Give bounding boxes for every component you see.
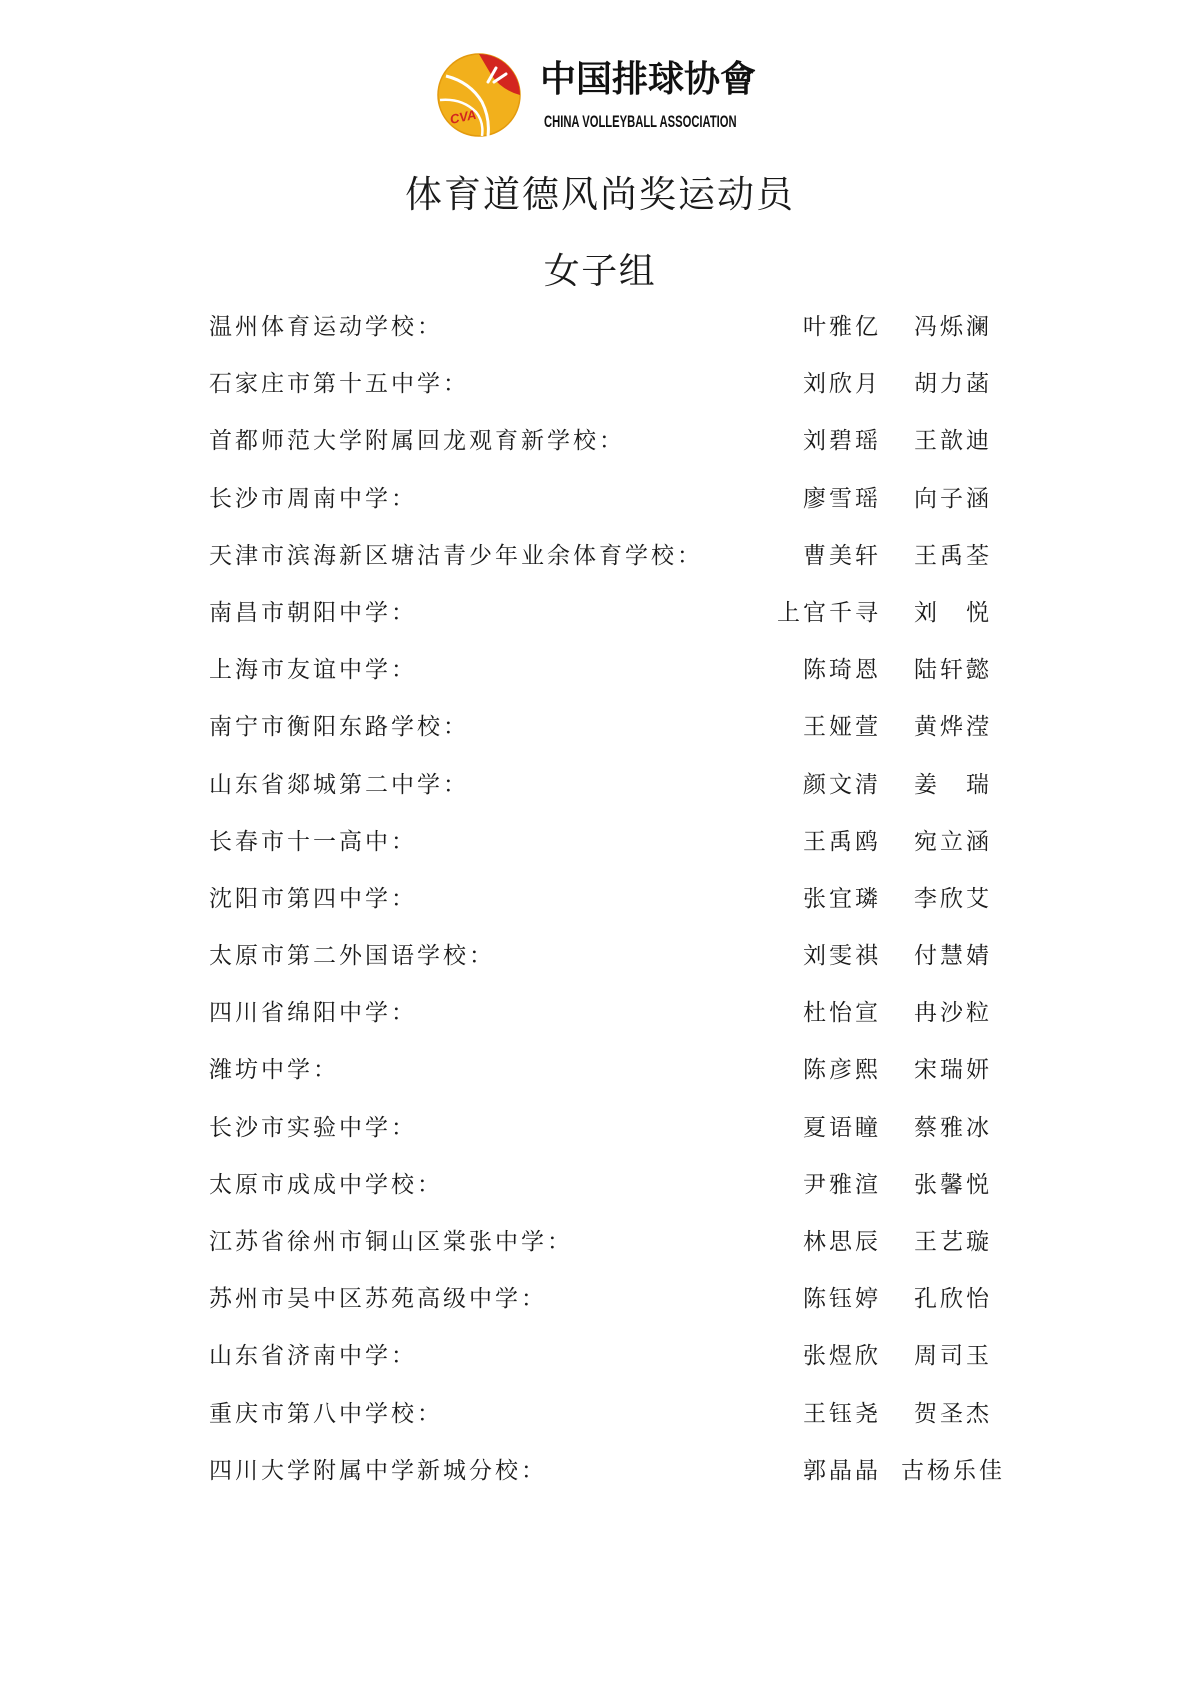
athlete-name: 刘 悦 [914, 599, 992, 626]
athlete-name: 叶雅亿 [803, 314, 881, 340]
list-item [0, 1042, 1200, 1099]
school-name: 长沙市周南中学： [209, 485, 417, 512]
list-item [0, 985, 1200, 1042]
athlete-name: 郭晶晶 [803, 1457, 881, 1484]
athlete-name: 李欣艾 [914, 885, 992, 912]
school-name: 首都师范大学附属回龙观育新学校： [209, 428, 625, 455]
athlete-name: 陈琦恩 [803, 657, 881, 684]
volleyball-icon [436, 52, 522, 138]
athlete-name: 杜怡宣 [803, 1000, 881, 1027]
list-item [0, 814, 1200, 871]
list-item [0, 1271, 1200, 1328]
athlete-name: 曹美轩 [803, 542, 881, 569]
athlete-name: 刘雯祺 [803, 943, 881, 970]
athlete-name: 陈彦熙 [803, 1057, 881, 1084]
list-item [0, 699, 1200, 756]
athlete-name: 宋瑞妍 [914, 1057, 992, 1084]
athlete-name: 陈钰婷 [803, 1286, 881, 1313]
cva-logo [436, 50, 766, 140]
athlete-name: 王钰尧 [803, 1400, 881, 1427]
school-name: 长沙市实验中学： [209, 1114, 417, 1141]
school-name: 江苏省徐州市铜山区棠张中学： [209, 1229, 573, 1255]
athlete-name: 周司玉 [914, 1343, 992, 1370]
list-item [0, 1443, 1200, 1500]
school-name: 石家庄市第十五中学： [209, 371, 469, 398]
list-item [0, 928, 1200, 985]
group-subtitle: 女子组 [543, 251, 657, 292]
school-name: 四川省绵阳中学： [209, 1000, 417, 1027]
athlete-name: 黄烨滢 [914, 714, 992, 741]
athlete-name: 古杨乐佳 [901, 1457, 1005, 1484]
list-item [0, 757, 1200, 814]
athlete-name: 尹雅渲 [803, 1171, 881, 1198]
school-name: 山东省郯城第二中学： [209, 771, 469, 798]
school-name: 潍坊中学： [209, 1057, 339, 1084]
school-name: 太原市成成中学校： [209, 1171, 443, 1198]
list-item [0, 299, 1200, 356]
logo-name-cn: 中国排球协會 [540, 58, 757, 100]
athlete-name: 颜文清 [803, 771, 881, 798]
athlete-name: 张煜欣 [803, 1343, 881, 1370]
school-name: 上海市友谊中学： [209, 657, 417, 684]
school-name: 长春市十一高中： [209, 828, 417, 855]
list-item [0, 1157, 1200, 1214]
athlete-name: 王娅萱 [803, 714, 881, 741]
list-item [0, 642, 1200, 699]
athlete-name: 孔欣怡 [914, 1286, 992, 1313]
page-title: 体育道德风尚奖运动员 [405, 173, 795, 216]
school-name: 苏州市吴中区苏苑高级中学： [209, 1286, 547, 1313]
list-item [0, 1328, 1200, 1385]
school-name: 南昌市朝阳中学： [209, 599, 417, 626]
award-list [0, 299, 1200, 1500]
school-name: 山东省济南中学： [209, 1343, 417, 1370]
school-name: 太原市第二外国语学校： [209, 943, 495, 970]
athlete-name: 王艺璇 [914, 1229, 992, 1255]
list-item [0, 1214, 1200, 1271]
list-item [0, 871, 1200, 928]
athlete-name: 上官千寻 [777, 599, 881, 626]
list-item [0, 1100, 1200, 1157]
school-name: 重庆市第八中学校： [209, 1400, 443, 1427]
school-name: 四川大学附属中学新城分校： [209, 1457, 547, 1484]
list-item [0, 471, 1200, 528]
school-name: 沈阳市第四中学： [209, 885, 417, 912]
school-name: 温州体育运动学校： [209, 314, 443, 340]
athlete-name: 宛立涵 [914, 828, 992, 855]
athlete-name: 冯烁澜 [914, 314, 992, 340]
athlete-name: 王禹鸥 [803, 828, 881, 855]
athlete-name: 刘碧瑶 [803, 428, 881, 455]
athlete-name: 冉沙粒 [914, 1000, 992, 1027]
athlete-name: 林思辰 [803, 1229, 881, 1255]
athlete-name: 陆轩懿 [914, 657, 992, 684]
athlete-name: 贺圣杰 [914, 1400, 992, 1427]
athlete-name: 刘欣月 [803, 371, 881, 398]
athlete-name: 张馨悦 [914, 1171, 992, 1198]
school-name: 天津市滨海新区塘沽青少年业余体育学校： [209, 542, 703, 569]
athlete-name: 王禹荃 [914, 542, 992, 569]
logo-name-en: CHINA VOLLEYBALL ASSOCIATION [544, 112, 737, 131]
school-name: 南宁市衡阳东路学校： [209, 714, 469, 741]
athlete-name: 廖雪瑶 [803, 485, 881, 512]
athlete-name: 蔡雅冰 [914, 1114, 992, 1141]
list-item [0, 356, 1200, 413]
athlete-name: 胡力菡 [914, 371, 992, 398]
list-item [0, 413, 1200, 470]
athlete-name: 付慧婧 [914, 943, 992, 970]
athlete-name: 向子涵 [914, 485, 992, 512]
list-item [0, 1386, 1200, 1443]
athlete-name: 姜 瑞 [914, 771, 992, 798]
logo-ball-text: CVA [448, 106, 478, 127]
list-item [0, 528, 1200, 585]
list-item [0, 585, 1200, 642]
athlete-name: 王歆迪 [914, 428, 992, 455]
athlete-name: 夏语瞳 [803, 1114, 881, 1141]
athlete-name: 张宜璘 [803, 885, 881, 912]
